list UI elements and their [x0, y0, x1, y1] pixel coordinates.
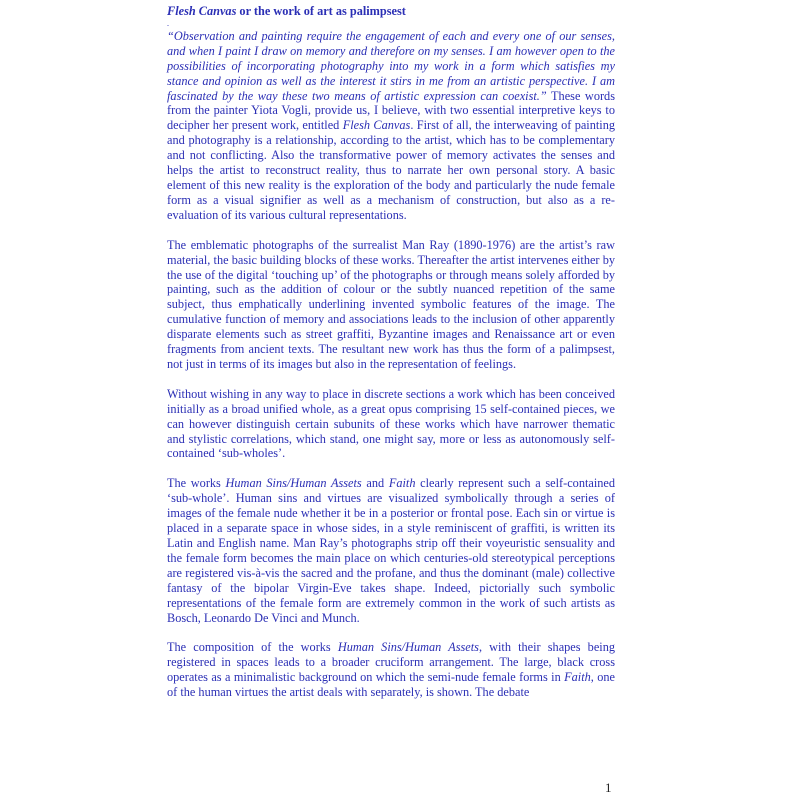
paragraph-4-work-2: Faith	[388, 476, 416, 491]
document-title	[167, 4, 615, 19]
paragraph-4-work-1: Human Sins/Human Assets	[225, 476, 362, 491]
paragraph-1-title-ref: Flesh Canvas	[342, 118, 411, 133]
document-body	[167, 4, 615, 715]
paragraph-5-work-1: Human Sins/Human Assets	[337, 640, 479, 655]
title-dot: .	[167, 18, 169, 28]
artist-quote: “Observation and painting require the engagement of each and every one of our senses, and when I paint I draw on memory and therefore on my senses. I am however open to the possibilities of incorporating photography into my work in a form which satisfies my stance and opinion as well as the interest it stirs in me from an artistic perspective. I am fascinated by the way these two means of artistic expression can coexist.”	[167, 28, 615, 103]
paragraph-3: Without wishing in any way to place in discrete sections a work which has been conceived initially as a broad unified whole, as a great opus comprising 15 self-contained pieces, we can however distinguish certain subunits of these works which have narrower thematic and stylistic correlations, which stand, one might say, more or less as autonomously self-contained ‘sub-wholes’.	[167, 386, 615, 461]
paragraph-5-text-b: , with their shapes being registered in spaces leads to a broader cruciform arrangement. The large, black cross operates as a minimalistic background on which the semi-nude female forms in	[167, 640, 615, 685]
paragraph-5-work-2: Faith	[564, 670, 591, 685]
paragraph-4-text-c: clearly represent such a self-contained ‘sub-whole’. Human sins and virtues are visualized symbolically through a series of images of the female nude whether it be in a posterior or frontal pose. Each sin or virtue is placed in a separate space in whose sides, in a style reminiscent of graffiti, is written its Latin and English name. Man Ray’s photographs strip off their voyeuristic sensuality and the female form becomes the main place on which centuries-old stereotypical perceptions are registered vis-à-vis the sacred and the profane, and thus the dominant (male) collective fantasy of the bipolar Virgin-Eve takes shape. Indeed, pictorially such symbolic representations of the female form are extremely common in the work of such artists as Bosch, Leonardo De Vinci and Munch.	[167, 476, 616, 625]
paragraph-1-text-b: . First of all, the interweaving of painting and photography is a relationship, according to the artist, which has to be complementary and not conflicting. Also the transformative power of memory activates the senses and helps the artist to reconstruct reality, thus to narrate her own personal story. A basic element of this new reality is the exploration of the body and particularly the nude female form as a visual signifier as well as a mechanism of construction, but also as a re-evaluation of its various cultural representations.	[167, 118, 616, 222]
paragraph-4-text-a: The works	[167, 476, 226, 491]
paragraph-5-text-c: , one of the human virtues the artist deals with separately, is shown. The debate	[167, 670, 615, 700]
paragraph-1	[167, 29, 615, 223]
paragraph-4	[167, 476, 615, 625]
paragraph-5-text-a: The composition of the works	[167, 640, 338, 655]
paragraph-2: The emblematic photographs of the surrealist Man Ray (1890-1976) are the artist’s raw material, the basic building blocks of these works. Thereafter the artist intervenes either by the use of the digital ‘touching up’ of the photographs or through means solely afforded by painting, such as the addition of colour or the subtly nuanced repetition of the same subject, thus emphatically underlining invented symbolic features of the image. The cumulative function of memory and associations leads to the inclusion of other apparently disparate elements such as street graffiti, Byzantine images and Renaissance art or even fragments from ancient texts. The resultant new work has thus the form of a palimpsest, not just in terms of its images but also in the representation of feelings.	[167, 237, 615, 371]
title-work-name: Flesh Canvas	[167, 4, 237, 18]
paragraph-1-text-a: These words from the painter Yiota Vogli, provide us, I believe, with two essential interpretive keys to decipher her present work, entitled	[167, 88, 615, 133]
page-number: 1	[605, 780, 612, 795]
paragraph-5	[167, 640, 615, 700]
title-subtitle: or the work of art as palimpsest	[236, 4, 406, 18]
paragraph-4-text-b: and	[361, 476, 389, 491]
